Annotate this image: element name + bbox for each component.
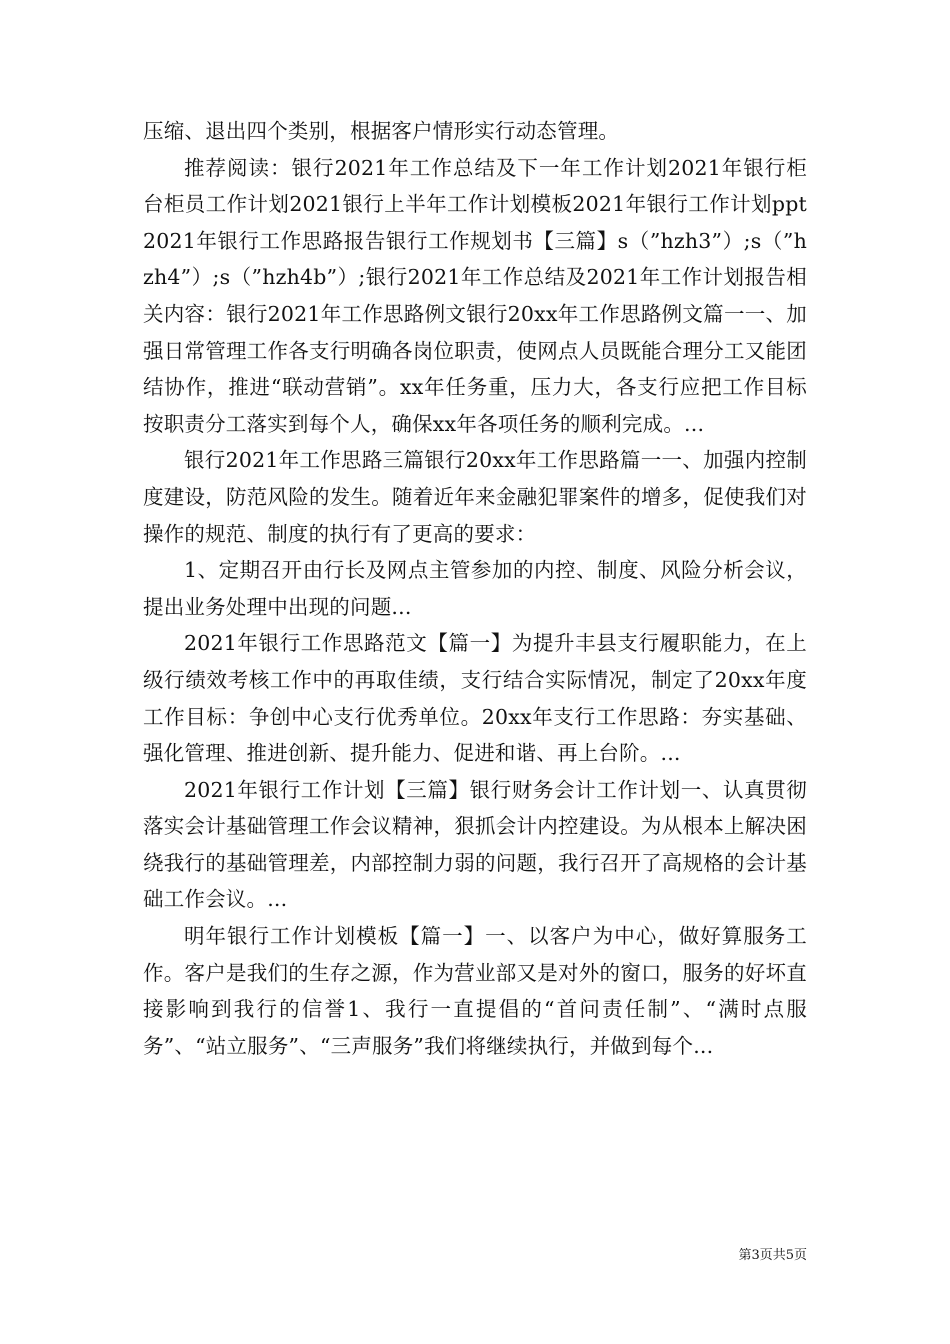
paragraph-regular-meetings: 1、定期召开由行长及网点主管参加的内控、制度、风险分析会议，提出业务处理中出现的问题... [143, 558, 807, 619]
page-number: 第3页共5页 [738, 1248, 807, 1263]
document-body [143, 113, 807, 1064]
paragraph-next-year-plan: 明年银行工作计划模板【篇一】一、以客户为中心，做好算服务工作。客户是我们的生存之源，作为营业部又是对外的窗口，服务的好坏直接影响到我行的信誉1、我行一直提倡的“首问责任制”、“满时点服务”、“站立服务”、“三声服务”我们将继续执行，并做到每个... [143, 924, 807, 1058]
paragraph-recommended-reading: 推荐阅读：银行2021年工作总结及下一年工作计划2021年银行柜台柜员工作计划2021银行上半年工作计划模板2021年银行工作计划ppt2021年银行工作思路报告银行工作规划书【三篇】s（”hzh3”）;s（”hzh4”）;s（”hzh4b”）;银行2021年工作总结及2021年工作计划报告相关内容：银行2021年工作思路例文银行20xx年工作思路例文篇一一、加强日常管理工作各支行明确各岗位职责，使网点人员既能合理分工又能团结协作，推进“联动营销”。xx年任务重，压力大，各支行应把工作目标按职责分工落实到每个人，确保xx年各项任务的顺利完成。... [143, 155, 807, 436]
paragraph-finance-accounting: 2021年银行工作计划【三篇】银行财务会计工作计划一、认真贯彻落实会计基础管理工作会议精神，狠抓会计内控建设。为从根本上解决困绕我行的基础管理差，内部控制力弱的问题，我行召开了高规格的会计基础工作会议。... [143, 777, 807, 912]
paragraph-bank-work-ideas: 银行2021年工作思路三篇银行20xx年工作思路篇一一、加强内控制度建设，防范风险的发生。随着近年来金融犯罪案件的增多，促使我们对操作的规范、制度的执行有了更高的要求： [143, 448, 807, 546]
paragraph-continuation: 压缩、退出四个类别，根据客户情形实行动态管理。 [143, 119, 620, 143]
paragraph-fengxian-branch: 2021年银行工作思路范文【篇一】为提升丰县支行履职能力，在上级行绩效考核工作中的再取佳绩，支行结合实际情况，制定了20xx年度工作目标：争创中心支行优秀单位。20xx年支行工作思路：夯实基础、强化管理、推进创新、提升能力、促进和谐、再上台阶。... [143, 631, 807, 766]
